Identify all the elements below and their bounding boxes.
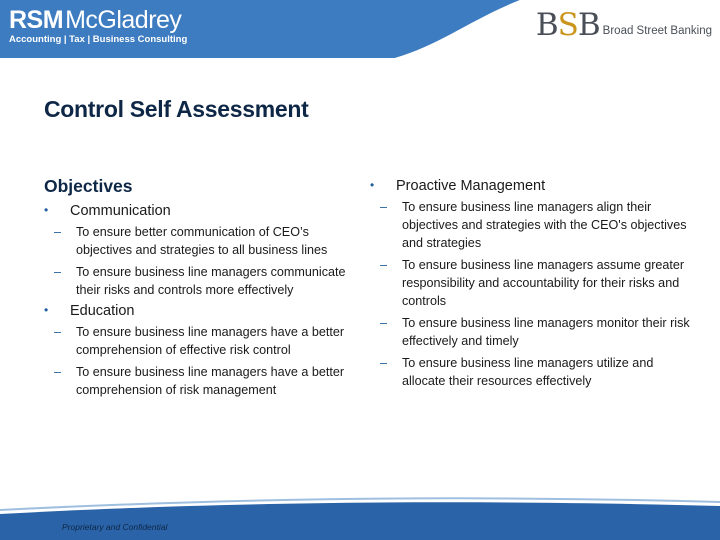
- broad-street-banking-logo: [535, 7, 712, 43]
- bullet-label: • Education: [70, 303, 135, 319]
- right-column: [370, 174, 700, 394]
- company-name-part2: McGladrey: [65, 6, 182, 34]
- bsb-letter-mid: S: [557, 7, 578, 43]
- company-name: [9, 7, 187, 33]
- bsb-monogram: [535, 7, 600, 43]
- bullet-proactive-management: [370, 178, 700, 390]
- sub-bullet-list: [44, 323, 354, 399]
- bullet-label: • Communication: [70, 203, 171, 219]
- slide-title: Control Self Assessment: [44, 96, 309, 122]
- sub-bullet: – To ensure business line managers monitor their risk effectively and timely: [370, 314, 700, 350]
- sub-bullet: – To ensure business line managers assume greater responsibility and accountability for their risks and controls: [370, 256, 700, 310]
- bsb-letter-left: B: [535, 7, 558, 43]
- sub-bullet: – To ensure business line managers communicate their risks and controls more effectively: [44, 263, 354, 299]
- sub-bullet: – To ensure business line managers utilize and allocate their resources effectively: [370, 354, 700, 390]
- left-column: [44, 176, 354, 403]
- bullet-item: [44, 303, 354, 319]
- footer-confidential: Proprietary and Confidential: [62, 522, 168, 532]
- sub-bullet: – To ensure business line managers have a better comprehension of risk management: [44, 363, 354, 399]
- sub-bullet-list: [370, 198, 700, 390]
- rsm-mcgladrey-logo: [9, 7, 187, 45]
- sub-bullet: – To ensure business line managers align their objectives and strategies with the CEO's objectives and strategies: [370, 198, 700, 252]
- sub-bullet: – To ensure business line managers have a better comprehension of effective risk control: [44, 323, 354, 359]
- bullet-label: • Proactive Management: [396, 178, 546, 194]
- slide-header: [0, 0, 720, 58]
- sub-bullet-list: [44, 223, 354, 299]
- company-name-part1: RSM: [9, 6, 64, 34]
- bullet-communication: [44, 203, 354, 299]
- bullet-education: [44, 303, 354, 399]
- bullet-item: [370, 178, 700, 194]
- bsb-letter-right: B: [577, 7, 600, 43]
- objectives-heading: Objectives: [44, 176, 133, 196]
- company-tagline: Accounting | Tax | Business Consulting: [9, 34, 188, 45]
- bullet-item: [44, 203, 354, 219]
- sub-bullet: – To ensure better communication of CEO’s objectives and strategies to all business lines: [44, 223, 354, 259]
- partner-name: Broad Street Banking: [602, 25, 712, 37]
